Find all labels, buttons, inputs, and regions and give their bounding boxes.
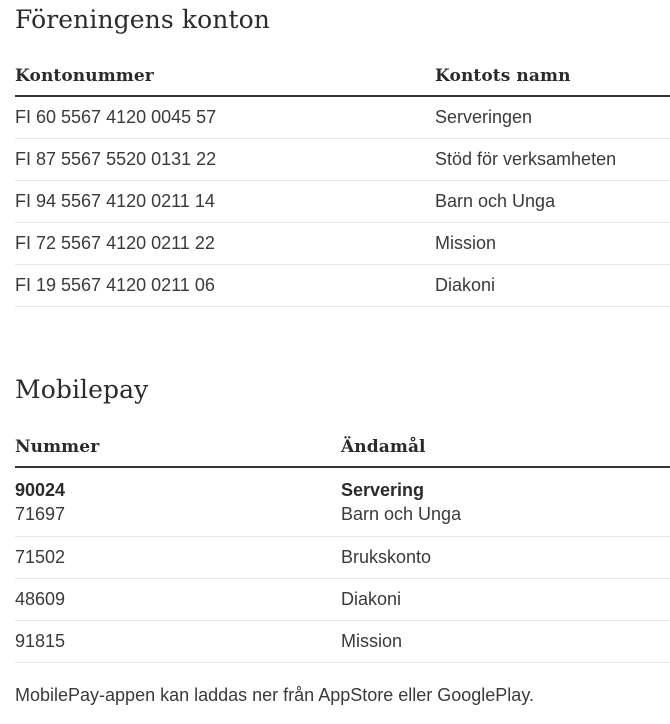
account-number: FI 72 5567 4120 0211 22 — [15, 223, 435, 265]
mobilepay-purpose: Diakoni — [341, 579, 670, 621]
column-header-account-number: Kontonummer — [15, 56, 435, 96]
mobilepay-purpose: Barn och Unga — [341, 502, 670, 537]
account-number: FI 87 5567 5520 0131 22 — [15, 139, 435, 181]
mobilepay-table — [15, 427, 670, 663]
column-header-purpose: Ändamål — [341, 427, 670, 467]
mobilepay-number: 48609 — [15, 579, 341, 621]
account-name: Stöd för verksamheten — [435, 139, 670, 181]
mobilepay-number: 71502 — [15, 537, 341, 579]
accounts-table — [15, 56, 670, 307]
account-number: FI 19 5567 4120 0211 06 — [15, 265, 435, 307]
account-name: Mission — [435, 223, 670, 265]
mobilepay-number: 90024 — [15, 480, 66, 500]
mobilepay-heading: Mobilepay — [15, 375, 149, 404]
table-row — [15, 139, 670, 181]
account-name: Diakoni — [435, 265, 670, 307]
column-header-number: Nummer — [15, 427, 341, 467]
mobilepay-table-header — [15, 427, 670, 467]
table-row — [15, 223, 670, 265]
table-row — [15, 537, 670, 579]
table-row — [15, 579, 670, 621]
accounts-heading: Föreningens konton — [15, 5, 270, 34]
mobilepay-number: 71697 — [15, 502, 341, 537]
account-number: FI 94 5567 4120 0211 14 — [15, 181, 435, 223]
table-row — [15, 467, 670, 502]
account-name: Barn och Unga — [435, 181, 670, 223]
mobilepay-number: 91815 — [15, 621, 341, 663]
table-row — [15, 621, 670, 663]
accounts-table-header — [15, 56, 670, 96]
table-row — [15, 96, 670, 139]
table-row — [15, 265, 670, 307]
mobilepay-purpose: Servering — [341, 480, 425, 500]
mobilepay-purpose: Mission — [341, 621, 670, 663]
table-row — [15, 502, 670, 537]
account-name: Serveringen — [435, 96, 670, 139]
mobilepay-purpose: Brukskonto — [341, 537, 670, 579]
mobilepay-footnote: MobilePay-appen kan laddas ner från AppStore eller GooglePlay. — [15, 685, 534, 705]
table-row — [15, 181, 670, 223]
column-header-account-name: Kontots namn — [435, 56, 670, 96]
account-number: FI 60 5567 4120 0045 57 — [15, 96, 435, 139]
